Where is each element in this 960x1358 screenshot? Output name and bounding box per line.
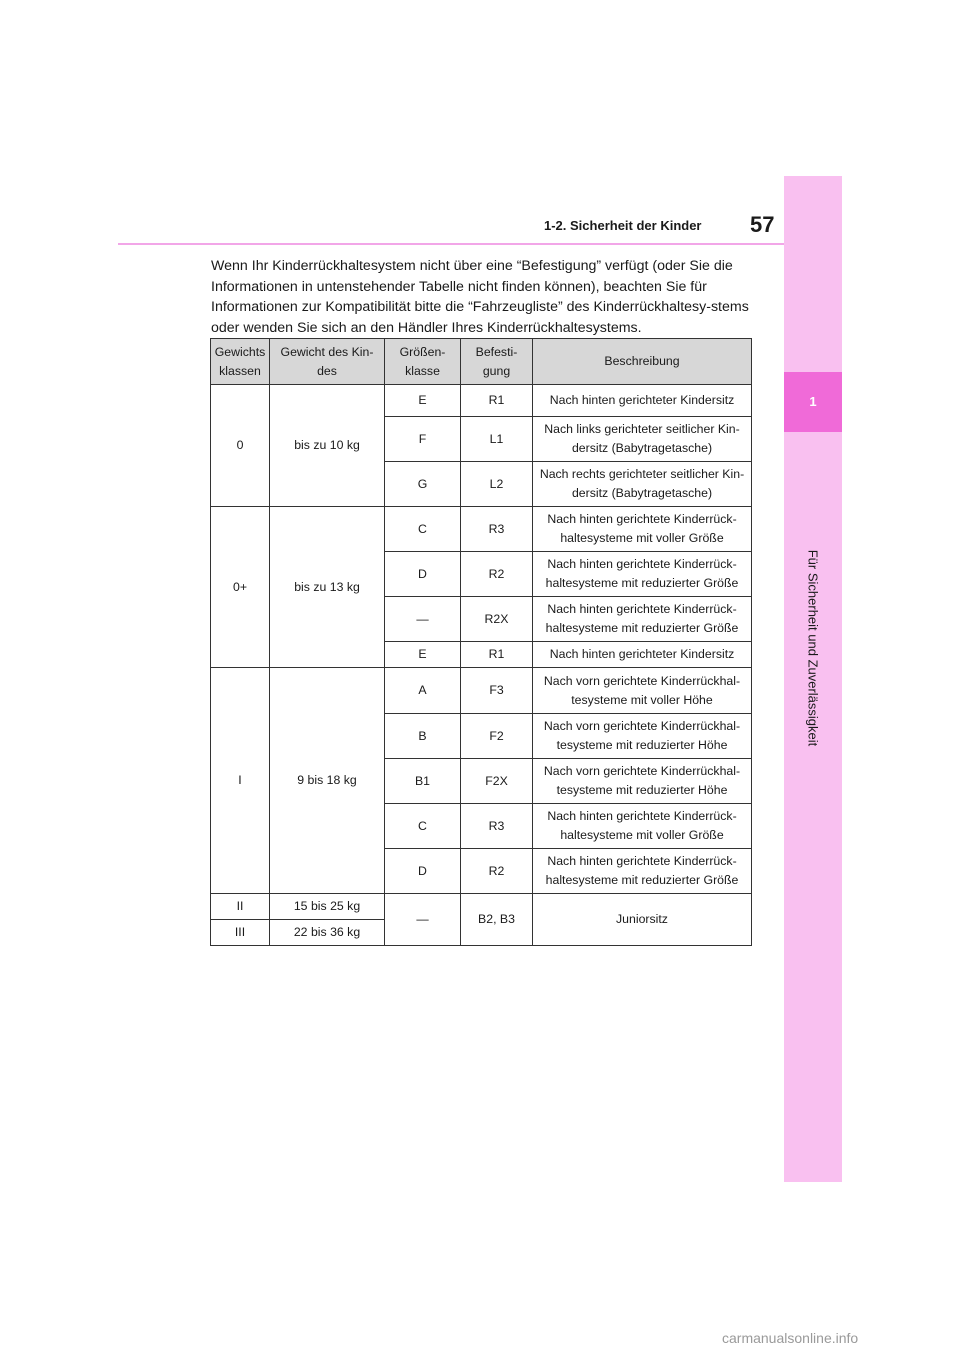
header-size-class: Größen-klasse <box>385 339 461 385</box>
watermark: carmanualsonline.info <box>722 1330 859 1346</box>
header-fixture: Befesti-gung <box>461 339 533 385</box>
chapter-title: Für Sicherheit und Zuverlässigkeit <box>805 549 821 747</box>
size-class-cell: D <box>385 552 461 597</box>
header-child-weight: Gewicht des Kin-des <box>270 339 385 385</box>
size-class-cell: E <box>385 385 461 417</box>
table-row <box>211 894 752 920</box>
intro-paragraph: Wenn Ihr Kinderrückhaltesystem nicht über eine “Befestigung” verfügt (oder Sie die Informationen in untenstehender Tabelle nicht finden können), beachten Sie für Informationen zur Kompatibilität bitte die “Fahrzeugliste” des Kinderrückhaltesy-stems oder wenden Sie sich an den Händler Ihres Kinderrückhaltesystems. <box>211 258 749 336</box>
compatibility-table-wrapper <box>210 338 752 946</box>
fixture-cell: R3 <box>461 507 533 552</box>
weight-class-cell: II <box>211 894 270 920</box>
page-number: 57 <box>750 212 775 237</box>
child-weight-cell: 15 bis 25 kg <box>270 894 385 920</box>
size-class-cell: D <box>385 849 461 894</box>
size-class-cell: — <box>385 597 461 642</box>
fixture-cell: L2 <box>461 462 533 507</box>
chapter-number-tab[interactable]: 1 <box>784 372 842 432</box>
description-cell: Nach hinten gerichtete Kinderrück-haltesysteme mit voller Größe <box>533 804 752 849</box>
description-cell: Nach hinten gerichteter Kindersitz <box>533 642 752 668</box>
weight-class-cell: 0+ <box>211 507 270 668</box>
section-title: 1-2. Sicherheit der Kinder <box>544 218 702 233</box>
description-cell: Nach vorn gerichtete Kinderrückhal-tesysteme mit reduzierter Höhe <box>533 759 752 804</box>
fixture-cell: R2 <box>461 552 533 597</box>
weight-class-cell: 0 <box>211 385 270 507</box>
weight-class-cell: III <box>211 920 270 946</box>
description-cell: Nach hinten gerichtete Kinderrück-haltesysteme mit reduzierter Größe <box>533 849 752 894</box>
fixture-cell: R1 <box>461 642 533 668</box>
fixture-cell: F2 <box>461 714 533 759</box>
size-class-cell: B1 <box>385 759 461 804</box>
table-row <box>211 507 752 552</box>
fixture-cell: F3 <box>461 668 533 714</box>
table-row <box>211 668 752 714</box>
table-row <box>211 385 752 417</box>
fixture-cell: B2, B3 <box>461 894 533 946</box>
header-weight-class: Gewichts klassen <box>211 339 270 385</box>
fixture-cell: F2X <box>461 759 533 804</box>
size-class-cell: F <box>385 417 461 462</box>
table-header-row <box>211 339 752 385</box>
size-class-cell: E <box>385 642 461 668</box>
size-class-cell: C <box>385 804 461 849</box>
child-weight-cell: bis zu 13 kg <box>270 507 385 668</box>
description-cell: Nach vorn gerichtete Kinderrückhal-tesysteme mit reduzierter Höhe <box>533 714 752 759</box>
size-class-cell: G <box>385 462 461 507</box>
size-class-cell: A <box>385 668 461 714</box>
description-cell: Nach hinten gerichtete Kinderrück-haltesysteme mit reduzierter Größe <box>533 597 752 642</box>
description-cell: Nach rechts gerichteter seitlicher Kin-dersitz (Babytragetasche) <box>533 462 752 507</box>
fixture-cell: L1 <box>461 417 533 462</box>
child-seat-compatibility-table <box>210 338 752 946</box>
description-cell: Nach hinten gerichtete Kinderrück-haltesysteme mit reduzierter Größe <box>533 552 752 597</box>
child-weight-cell: 9 bis 18 kg <box>270 668 385 894</box>
description-cell: Nach links gerichteter seitlicher Kin-dersitz (Babytragetasche) <box>533 417 752 462</box>
fixture-cell: R2 <box>461 849 533 894</box>
header-description: Beschreibung <box>533 339 752 385</box>
weight-class-cell: I <box>211 668 270 894</box>
child-weight-cell: bis zu 10 kg <box>270 385 385 507</box>
description-cell: Juniorsitz <box>533 894 752 946</box>
child-weight-cell: 22 bis 36 kg <box>270 920 385 946</box>
size-class-cell: C <box>385 507 461 552</box>
description-cell: Nach hinten gerichtete Kinderrück-haltesysteme mit voller Größe <box>533 507 752 552</box>
fixture-cell: R2X <box>461 597 533 642</box>
size-class-cell: — <box>385 894 461 946</box>
size-class-cell: B <box>385 714 461 759</box>
header-divider <box>118 243 784 245</box>
description-cell: Nach vorn gerichtete Kinderrückhal-tesysteme mit voller Höhe <box>533 668 752 714</box>
description-cell: Nach hinten gerichteter Kindersitz <box>533 385 752 417</box>
fixture-cell: R1 <box>461 385 533 417</box>
fixture-cell: R3 <box>461 804 533 849</box>
